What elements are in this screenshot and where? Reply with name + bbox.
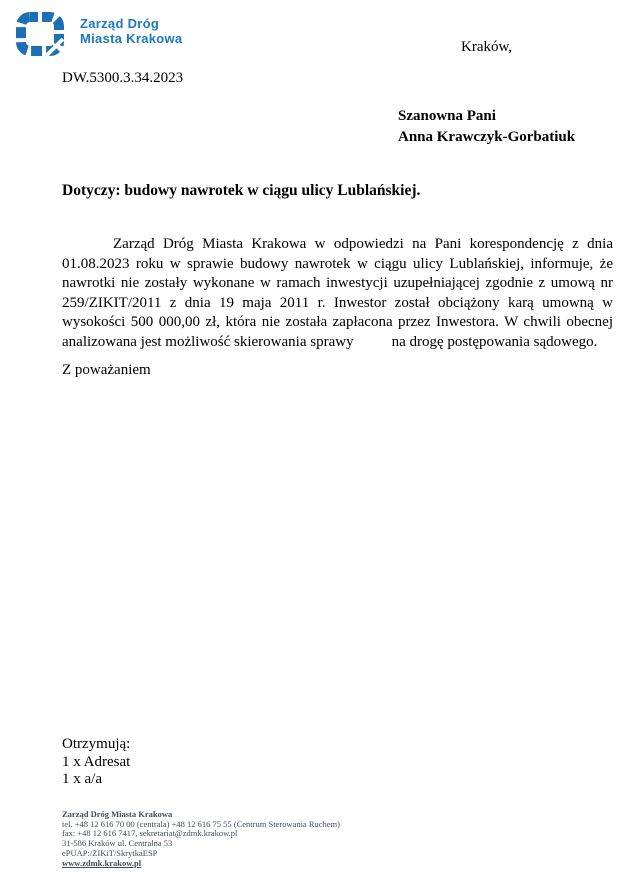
- recipient-name: Anna Krawczyk-Gorbatiuk: [398, 129, 576, 145]
- distribution-item: 1 x a/a: [62, 771, 102, 787]
- distribution-list: [62, 736, 130, 789]
- footer-org-name: Zarząd Dróg Miasta Krakowa: [62, 809, 173, 819]
- organization-name-line1: Zarząd Dróg: [80, 16, 160, 31]
- footer-fax-email-line: fax: +48 12 616 7417, sekretariat@zdmk.krakow.pl: [62, 828, 238, 839]
- subject-line: Dotyczy: budowy nawrotek w ciągu ulicy Lublańskiej.: [62, 182, 421, 199]
- letter-body-part2: na drogę postępowania sądowego.: [391, 333, 598, 350]
- closing-phrase: Z poważaniem: [62, 362, 151, 378]
- letter-body-paragraph: [62, 235, 613, 352]
- reference-number: DW.5300.3.34.2023: [62, 70, 184, 86]
- letter-body-part1: Zarząd Dróg Miasta Krakowa w odpowiedzi na Pani korespondencję z dnia 01.08.2023 roku w sprawie budowy nawrotek w ciągu ulicy Lublańskiej, informuje, że nawrotki nie zostały wykonane w ramach inwestycji uzupełniającej zgodnie z umową nr 259/ZIKIT/2011 z dnia 19 maja 2011 r. Inwestor został obciążony karą umowną w wysokości 500 000,00 zł, która nie została zapłacona przez Inwestora. W chwili obecnej analizowana jest możliwość skierowania sprawy: [62, 236, 613, 350]
- organization-name: [80, 16, 182, 46]
- organization-name-line2: Miasta Krakowa: [80, 31, 183, 46]
- footer-phone-line: tel. +48 12 616 70 00 (centrala) +48 12 616 75 55 (Centrum Sterowania Ruchem): [62, 818, 340, 829]
- footer-website-link[interactable]: www.zdmk.krakow.pl: [62, 857, 142, 868]
- recipient-block: [398, 106, 575, 148]
- footer-epuap-line: ePUAP:/ZIKiT/SkrytkaESP: [62, 847, 158, 858]
- distribution-heading: Otrzymują:: [62, 736, 131, 752]
- distribution-item: 1 x Adresat: [62, 753, 131, 770]
- place-date-line: Kraków,: [461, 39, 513, 55]
- zdmk-logo-icon: [16, 12, 64, 58]
- recipient-salutation: Szanowna Pani: [398, 108, 496, 124]
- footer-address-line: 31-586 Kraków ul. Centralna 53: [62, 838, 173, 849]
- letter-footer: [62, 810, 402, 868]
